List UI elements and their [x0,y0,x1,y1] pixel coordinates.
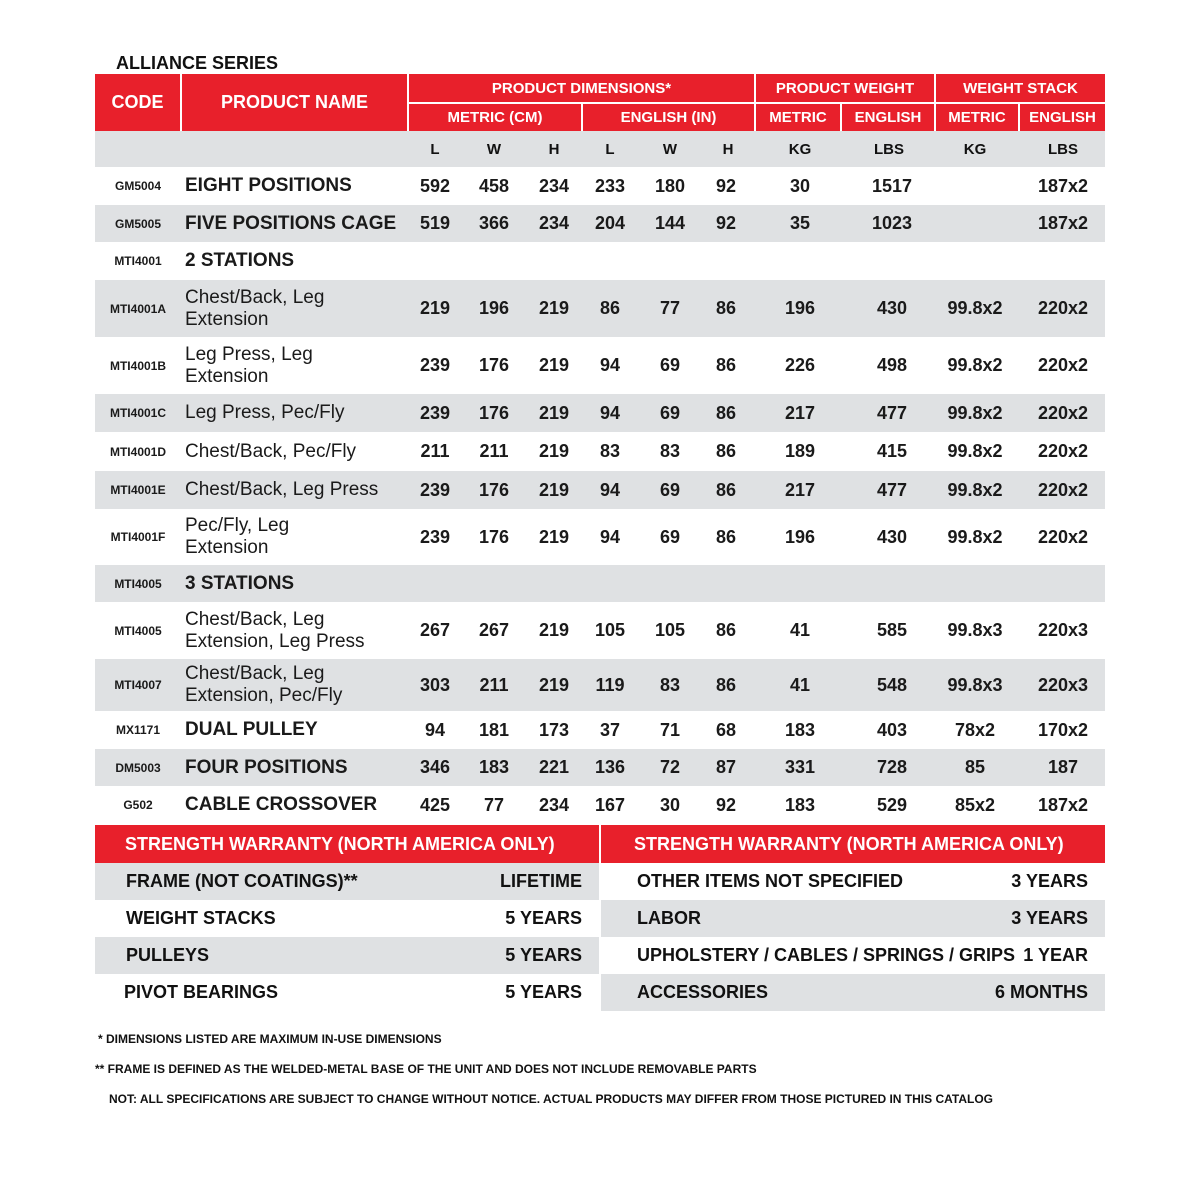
dim-english-l: 94 [599,479,621,500]
dim-metric-l: 303 [419,674,451,695]
dim-english-l: 167 [594,794,626,815]
unit-label: KG [788,140,812,158]
weight-kg: 196 [784,526,816,547]
weight-lbs: 498 [876,355,908,375]
warranty-value: 3 YEARS [1011,871,1088,891]
table-row [95,432,1105,471]
dim-metric-l: 267 [419,620,451,640]
table-row [95,167,1105,205]
header-product-weight: PRODUCT WEIGHT [756,74,934,102]
weight-kg: 183 [784,794,816,815]
product-name: FOUR POSITIONS [185,756,348,778]
weight-lbs: 430 [876,298,908,318]
dim-metric-h: 219 [538,402,570,423]
dim-metric-h: 219 [538,355,570,375]
dim-english-l: 94 [599,526,621,547]
table-row [95,711,1105,749]
stack-lbs: 220x2 [1037,402,1089,423]
dim-english-w: 144 [654,213,686,233]
dim-metric-l: 425 [419,794,451,815]
warranty-item [601,863,1105,900]
warranty-right [601,825,1105,1011]
dim-metric-h: 221 [538,757,570,777]
dim-metric-w: 211 [479,674,509,695]
dim-metric-h: 219 [538,298,570,318]
warranty-title: STRENGTH WARRANTY (NORTH AMERICA ONLY) [601,825,1105,863]
header-dim-english: ENGLISH (IN) [583,104,754,131]
product-name: Pec/Fly, Leg Extension [185,515,290,558]
stack-lbs: 220x2 [1037,526,1089,547]
dim-metric-w: 183 [478,757,510,777]
warranty-item [601,937,1105,974]
dim-metric-w: 176 [478,355,510,375]
dim-metric-l: 239 [419,526,451,547]
product-code: MTI4001E [110,483,166,497]
warranty-value: 5 YEARS [505,945,582,965]
dim-english-h: 68 [715,719,737,740]
units-row [95,131,1105,167]
table-row [95,394,1105,432]
dim-metric-h: 219 [538,479,570,500]
weight-lbs: 477 [876,402,908,423]
dim-english-l: 136 [594,757,626,777]
stack-kg: 99.8x2 [947,441,1003,461]
stack-kg [940,205,1010,242]
dim-english-h: 92 [715,794,737,815]
stack-kg: 99.8x3 [947,674,1003,695]
dim-metric-l: 239 [419,402,451,423]
weight-lbs: 403 [876,719,908,740]
product-code: MTI4001D [109,444,167,459]
header-product-dimensions: PRODUCT DIMENSIONS* [409,74,754,102]
dim-english-h: 86 [715,355,737,375]
product-code: DM5003 [115,760,161,775]
table-row [95,602,1105,659]
unit-label: W [662,140,678,158]
unit-label: KG [963,140,987,158]
stack-kg: 99.8x2 [947,479,1003,500]
product-name: Chest/Back, Leg Extension [185,286,325,330]
weight-lbs: 585 [876,620,908,640]
dim-english-w: 83 [659,441,681,461]
product-name: Chest/Back, Leg Extension, Leg Press [185,608,365,652]
dim-metric-w: 211 [479,441,509,461]
dim-metric-w: 176 [478,526,510,547]
warranty-label: UPHOLSTERY / CABLES / SPRINGS / GRIPS [637,945,1016,965]
dim-metric-l: 239 [419,355,451,375]
table-row [95,337,1105,394]
weight-lbs: 529 [876,794,908,815]
warranty-value: 1 YEAR [1023,945,1088,965]
dim-metric-l: 346 [419,757,451,777]
dim-english-h: 86 [715,674,737,695]
warranty-title: STRENGTH WARRANTY (NORTH AMERICA ONLY) [95,825,599,863]
table-row [95,509,1105,565]
stack-kg: 99.8x2 [947,402,1003,423]
dim-english-h: 87 [715,757,737,777]
dim-metric-w: 77 [483,794,505,815]
warranty-value: 3 YEARS [1011,908,1088,928]
unit-label: W [486,140,502,158]
spec-table [95,74,1105,824]
weight-lbs: 728 [876,757,908,777]
dim-english-w: 69 [659,526,681,547]
weight-kg: 41 [789,620,811,640]
dim-english-h: 86 [715,620,737,640]
product-code: MTI4001F [110,530,166,544]
stack-lbs: 220x2 [1037,355,1089,375]
product-code: GM5004 [114,179,162,193]
dim-english-l: 86 [599,298,621,318]
table-row [95,242,1105,280]
stack-lbs: 170x2 [1037,719,1089,740]
dim-metric-w: 196 [478,298,510,318]
dim-english-w: 180 [654,175,686,196]
product-code: MTI4001 [114,254,162,268]
product-code: MTI4007 [114,678,162,692]
warranty-label: ACCESSORIES [637,982,769,1002]
dim-english-w: 77 [659,298,681,318]
stack-lbs: 187x2 [1037,794,1089,815]
stack-lbs: 220x2 [1037,479,1089,500]
dim-metric-w: 458 [478,175,510,196]
table-row [95,565,1105,602]
weight-lbs: 1517 [871,175,913,196]
group-name: 3 STATIONS [185,572,295,594]
dim-metric-l: 592 [419,175,451,196]
stack-lbs: 187x2 [1037,175,1089,196]
warranty-value: 5 YEARS [505,982,582,1002]
dim-metric-h: 219 [538,526,570,547]
dim-english-w: 69 [659,355,681,375]
stack-lbs: 220x2 [1037,298,1089,318]
warranty-label: PULLEYS [126,945,210,965]
table-row [95,280,1105,337]
unit-label: H [548,140,560,158]
dim-english-h: 86 [715,526,737,547]
dim-english-w: 69 [659,402,681,423]
weight-kg: 217 [784,479,816,500]
dim-english-l: 105 [594,620,626,640]
weight-kg: 30 [789,175,811,196]
warranty-item [95,900,599,937]
dim-metric-l: 519 [419,213,451,233]
stack-lbs: 220x3 [1037,674,1089,695]
dim-english-h: 86 [715,441,737,461]
header-pw-metric: METRIC [756,104,840,131]
warranty-left [95,825,599,1011]
warranty-label: OTHER ITEMS NOT SPECIFIED [637,871,904,891]
dim-english-w: 72 [659,757,681,777]
footnote-frame: ** FRAME IS DEFINED AS THE WELDED-METAL BASE OF THE UNIT AND DOES NOT INCLUDE REMOVABLE PARTS [95,1062,757,1076]
dim-english-w: 69 [659,479,681,500]
stack-kg: 99.8x3 [947,620,1003,640]
stack-kg: 99.8x2 [947,298,1003,318]
product-code: MTI4005 [114,576,162,591]
warranty-item [95,974,599,1011]
stack-kg [940,167,1010,205]
header-dim-metric: METRIC (CM) [409,104,581,131]
product-code: MTI4005 [114,623,162,638]
stack-lbs: 220x3 [1037,620,1089,640]
product-code: GM5005 [114,216,162,231]
dim-metric-l: 211 [420,441,450,461]
warranty-item [601,900,1105,937]
weight-kg: 41 [789,674,811,695]
weight-kg: 35 [789,213,811,233]
product-name: Leg Press, Leg Extension [185,343,313,387]
product-code: MTI4001C [109,406,167,420]
unit-label: L [430,140,440,158]
dim-metric-l: 94 [424,719,446,740]
dim-english-l: 83 [599,441,621,461]
weight-lbs: 548 [876,674,908,695]
product-name: Chest/Back, Leg Extension, Pec/Fly [185,663,343,706]
unit-label: LBS [1048,140,1078,158]
dim-english-h: 86 [715,298,737,318]
stack-kg: 85 [964,757,986,777]
weight-lbs: 477 [876,479,908,500]
table-row [95,749,1105,786]
weight-kg: 189 [784,441,816,461]
product-code: MTI4001A [109,301,167,316]
stack-lbs: 220x2 [1037,441,1089,461]
warranty-item [95,863,599,900]
dim-english-h: 86 [715,479,737,500]
weight-lbs: 415 [876,441,908,461]
header-ws-metric: METRIC [936,104,1018,131]
table-header [95,74,1105,131]
product-name: Chest/Back, Leg Press [185,479,379,500]
weight-lbs: 1023 [871,213,913,233]
warranty-label: FRAME (NOT COATINGS)** [126,871,358,891]
dim-metric-h: 234 [538,213,570,233]
warranty-value: 5 YEARS [505,908,582,928]
warranty-value: 6 MONTHS [994,982,1088,1002]
weight-kg: 226 [784,355,816,375]
warranty-label: PIVOT BEARINGS [124,982,279,1002]
header-ws-english: ENGLISH [1020,104,1105,131]
weight-kg: 331 [784,757,816,777]
product-code: MTI4001B [109,358,167,373]
product-name: Chest/Back, Pec/Fly [185,440,357,462]
dim-english-l: 94 [599,355,621,375]
product-name: DUAL PULLEY [185,719,318,740]
product-name: Leg Press, Pec/Fly [185,402,345,423]
table-row [95,471,1105,509]
product-code: G502 [123,798,153,812]
stack-lbs: 187x2 [1037,213,1089,233]
table-row [95,659,1105,711]
dim-metric-h: 219 [538,441,570,461]
dim-metric-w: 181 [478,719,510,740]
header-code: CODE [95,74,180,131]
dim-english-l: 204 [594,213,626,233]
weight-kg: 183 [784,719,816,740]
dim-english-w: 83 [659,674,681,695]
weight-kg: 217 [784,402,816,423]
stack-kg: 85x2 [954,794,996,815]
dim-metric-l: 219 [419,298,451,318]
table-row [95,786,1105,824]
warranty-item [95,937,599,974]
series-title: ALLIANCE SERIES [116,53,279,73]
dim-english-l: 94 [599,402,621,423]
footnote-disclaimer: NOT: ALL SPECIFICATIONS ARE SUBJECT TO CHANGE WITHOUT NOTICE. ACTUAL PRODUCTS MAY DIFFER FROM THOSE PICTURED IN THIS CATALOG [109,1092,994,1106]
dim-english-w: 105 [654,620,686,640]
dim-metric-l: 239 [419,479,451,500]
dim-metric-w: 267 [478,620,510,640]
unit-label: H [722,140,734,158]
weight-lbs: 430 [876,526,908,547]
product-code: MX1171 [115,723,161,737]
stack-kg: 99.8x2 [947,355,1003,375]
table-row [95,205,1105,242]
header-weight-stack: WEIGHT STACK [936,74,1105,102]
dim-metric-h: 219 [538,620,570,640]
stack-kg: 99.8x2 [947,526,1003,547]
dim-metric-h: 234 [538,175,570,196]
dim-metric-w: 366 [478,213,510,233]
dim-english-w: 30 [659,794,681,815]
dim-english-l: 233 [594,175,626,196]
stack-lbs: 187 [1047,757,1079,777]
warranty-value: LIFETIME [500,871,582,891]
product-name: CABLE CROSSOVER [185,794,378,815]
unit-label: LBS [874,140,904,158]
group-name: 2 STATIONS [185,250,295,271]
unit-label: L [605,140,615,158]
warranty-label: LABOR [637,908,701,928]
dim-english-h: 86 [715,402,737,423]
dim-metric-h: 234 [538,794,570,815]
weight-kg: 196 [784,298,816,318]
warranty-item [601,974,1105,1011]
dim-english-w: 71 [659,719,681,740]
product-name: FIVE POSITIONS CAGE [185,212,397,234]
dim-metric-h: 219 [538,674,570,695]
footnote-dimensions: * DIMENSIONS LISTED ARE MAXIMUM IN-USE DIMENSIONS [98,1032,442,1046]
dim-metric-h: 173 [538,719,570,740]
dim-english-h: 92 [715,175,737,196]
dim-english-l: 119 [595,674,625,695]
warranty-label: WEIGHT STACKS [126,908,276,928]
product-name: EIGHT POSITIONS [185,175,352,196]
header-pw-english: ENGLISH [842,104,934,131]
dim-metric-w: 176 [478,479,510,500]
stack-kg: 78x2 [954,719,996,740]
dim-english-l: 37 [599,719,621,740]
header-product-name: PRODUCT NAME [182,74,407,131]
dim-metric-w: 176 [478,402,510,423]
dim-english-h: 92 [715,213,737,233]
